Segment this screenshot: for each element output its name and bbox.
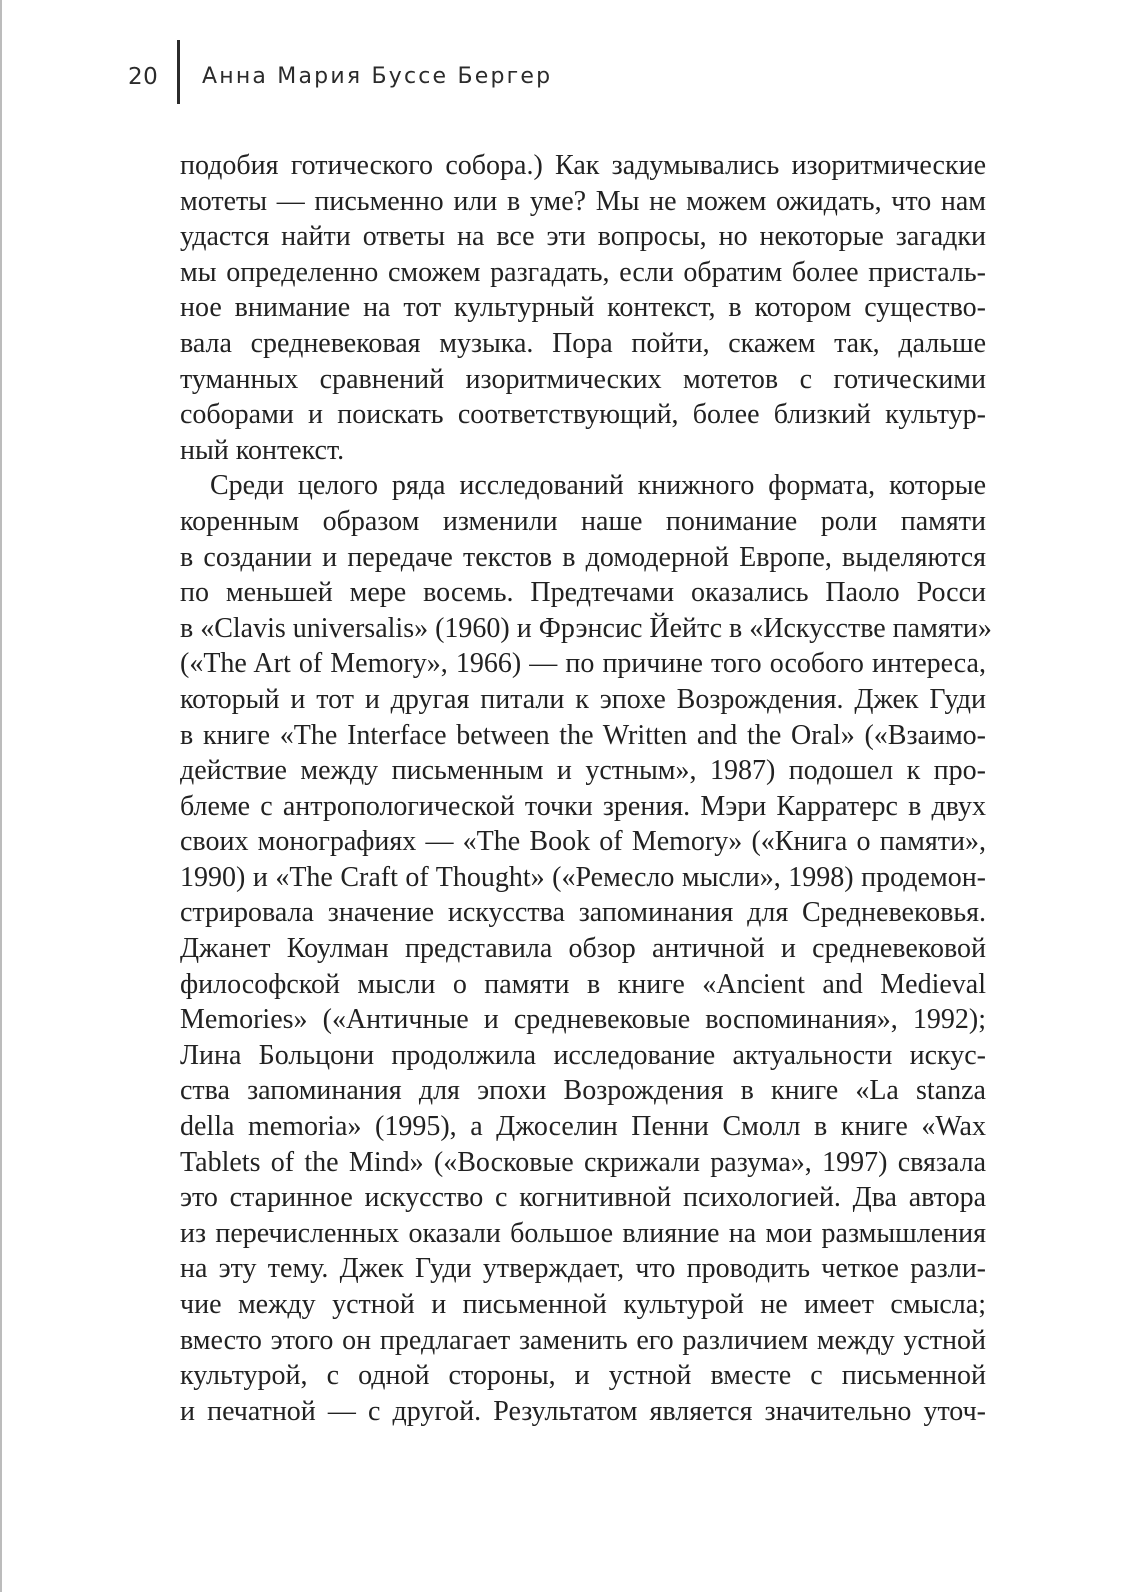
text-line: из перечисленных оказали большое влияние на мои размышления (180, 1217, 986, 1249)
text-line: ное внимание на тот культурный контекст, в котором существо- (180, 292, 986, 324)
text-line: 1990) и «The Craft of Thought» («Ремесло мысли», 1998) продемон- (180, 861, 986, 893)
text-line: туманных сравнений изоритмических мотетов с готическими (180, 363, 986, 395)
text-line: Джанет Коулман представила обзор античной и средневековой (180, 933, 986, 965)
text-line: в создании и передаче текстов в домодерной Европе, выделяются (180, 541, 986, 573)
text-line: вместо этого он предлагает заменить его различием между устной (180, 1324, 986, 1356)
text-line: Лина Больцони продолжила исследование актуальности искус- (180, 1039, 986, 1071)
text-line: Среди целого ряда исследований книжного формата, которые (210, 470, 986, 502)
text-line: своих монографиях — «The Book of Memory» («Книга о памяти», (180, 826, 986, 858)
text-line: удастся найти ответы на все эти вопросы, но некоторые загадки (180, 221, 986, 253)
text-line: ный контекст. (180, 434, 345, 466)
text-line: культурой, с одной стороны, и устной вместе с письменной (180, 1360, 986, 1392)
running-head (0, 40, 1147, 106)
text-line: мотеты — письменно или в уме? Мы не можем ожидать, что нам (180, 185, 986, 217)
text-line: Tablets of the Mind» («Восковые скрижали разума», 1997) связала (180, 1146, 986, 1178)
paragraph (180, 468, 992, 1429)
text-line: философской мысли о памяти в книге «Ancient and Medieval (180, 968, 986, 1000)
text-line: Memories» («Античные и средневековые воспоминания», 1992); (180, 1004, 986, 1036)
text-line: и печатной — с другой. Результатом является значительно уточ- (180, 1395, 986, 1427)
text-line: это старинное искусство с когнитивной психологией. Два автора (180, 1182, 986, 1214)
text-line: мы определенно сможем разгадать, если обратим более присталь- (180, 256, 986, 288)
text-line: коренным образом изменили наше понимание роли памяти (180, 505, 986, 537)
running-title: Анна Мария Буссе Бергер (202, 64, 553, 89)
text-line: ства запоминания для эпохи Возрождения в книге «La stanza (180, 1075, 986, 1107)
paragraph (180, 148, 986, 468)
text-line: стрировала значение искусства запоминания для Средневековья. (180, 897, 986, 929)
text-line: соборами и поискать соответствующий, более близкий культур- (180, 399, 986, 431)
page-number: 20 (128, 64, 159, 90)
text-line: который и тот и другая питали к эпохе Возрождения. Джек Гуди (180, 683, 986, 715)
text-line: действие между письменным и устным», 1987) подошел к про- (180, 755, 986, 787)
page-edge (0, 0, 2, 1592)
header-divider (177, 40, 180, 104)
text-line: чие между устной и письменной культурой не имеет смысла; (180, 1289, 986, 1320)
text-line: в «Clavis universalis» (1960) и Фрэнсис Йейтс в «Искусстве памяти» (180, 612, 992, 644)
text-line: блеме с антропологической точки зрения. Мэри Карратерс в двух (180, 790, 986, 822)
text-line: («The Art of Memory», 1966) — по причине того особого интереса, (180, 648, 986, 680)
body-text (180, 148, 992, 1429)
text-line: подобия готического собора.) Как задумывались изоритмические (180, 150, 986, 181)
text-line: вала средневековая музыка. Пора пойти, скажем так, дальше (180, 327, 986, 359)
text-line: по меньшей мере восемь. Предтечами оказались Паоло Росси (180, 577, 986, 609)
text-line: della memoria» (1995), а Джоселин Пенни Смолл в книге «Wax (180, 1111, 986, 1143)
text-line: на эту тему. Джек Гуди утверждает, что проводить четкое разли- (180, 1253, 986, 1285)
text-line: в книге «The Interface between the Written and the Oral» («Взаимо- (180, 719, 986, 751)
